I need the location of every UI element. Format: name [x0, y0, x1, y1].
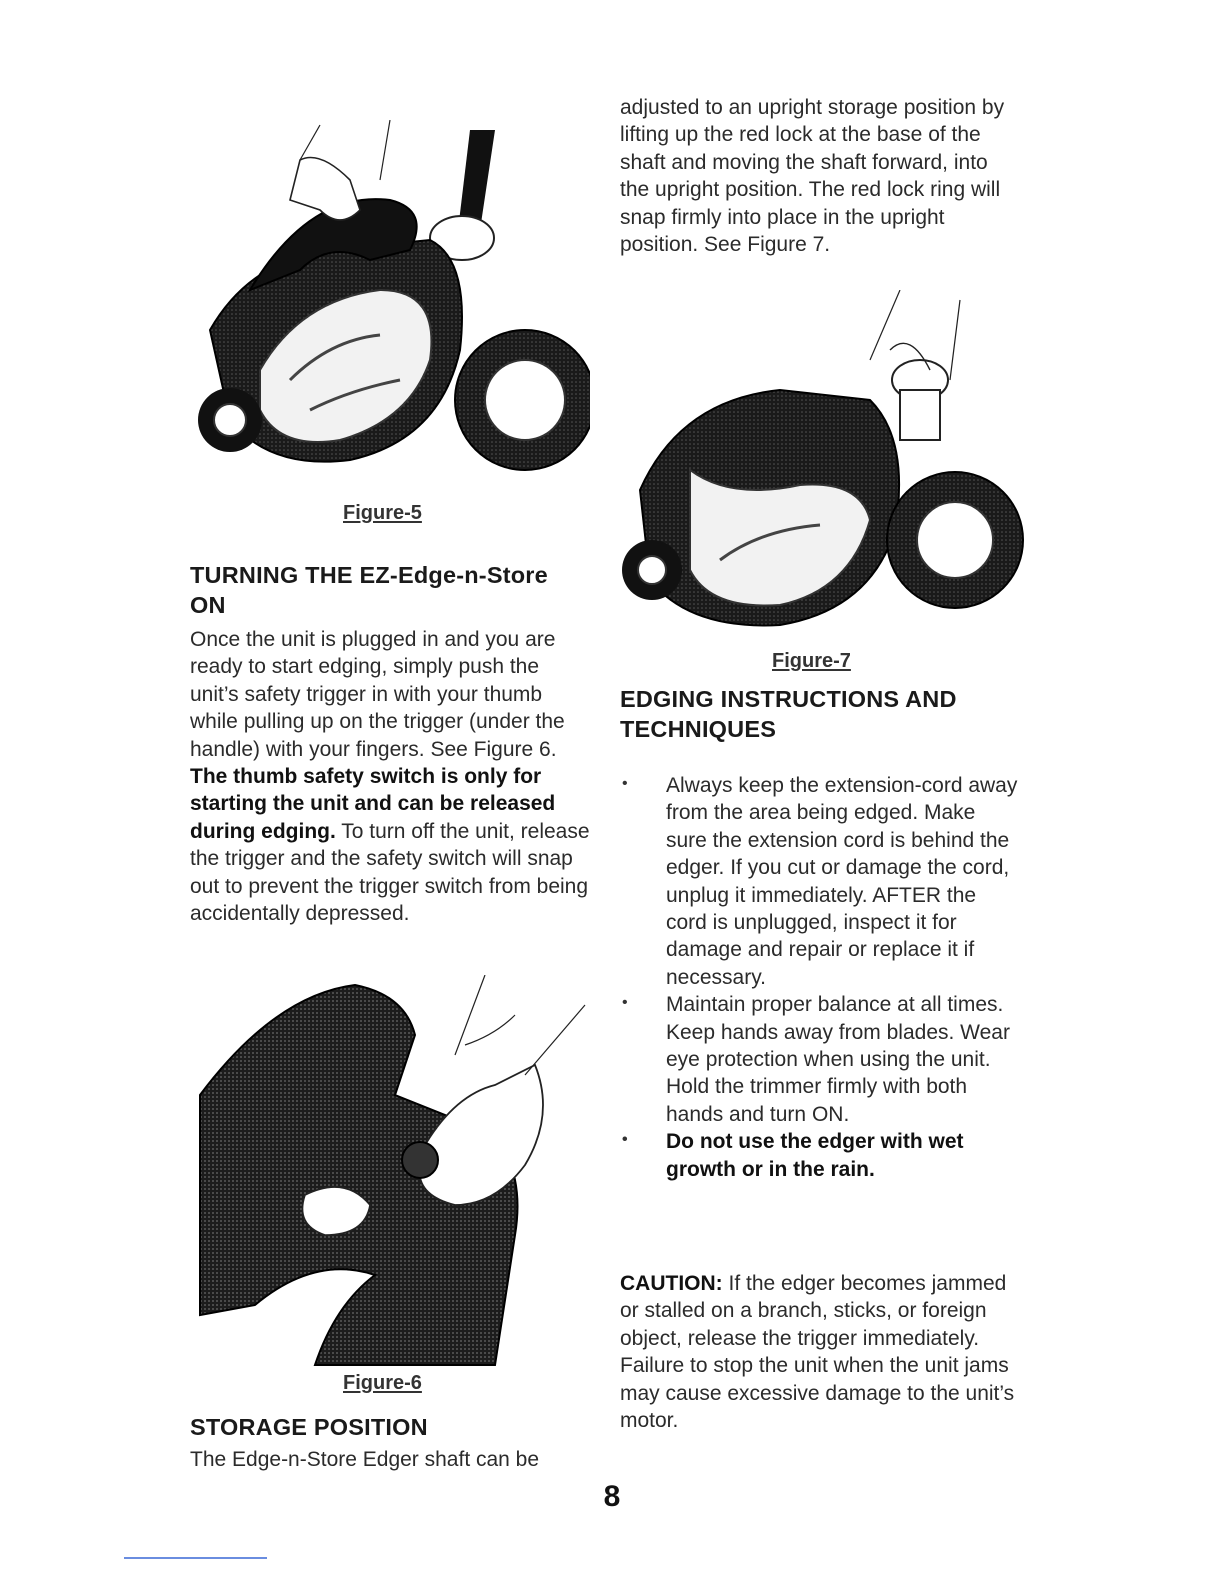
- turning-on-text-1: Once the unit is plugged in and you are ready to start edging, simply push the unit’s safety trigger in with your thumb while pulling up on the trigger (under the handle) with your fingers. See Figure 6.: [190, 628, 565, 761]
- figure-7-illustration: [620, 290, 1025, 640]
- figure-7-caption: Figure-7: [772, 650, 851, 672]
- caution-label: CAUTION:: [620, 1272, 723, 1295]
- turning-on-paragraph: [190, 626, 590, 927]
- figure-6-illustration: [195, 975, 590, 1370]
- figure-5-caption: Figure-5: [343, 502, 422, 524]
- bullet-item-cord: • Always keep the extension-cord away from the area being edged. Make sure the extension cord is behind the edger. If you cut or damage the cord, unplug it immediately. AFTER the cord is unplugged, inspect it for damage and repair or replace it if necessary.: [620, 772, 1020, 991]
- figure-6-caption: Figure-6: [343, 1372, 422, 1394]
- storage-paragraph: The Edge-n-Store Edger shaft can be: [190, 1448, 540, 1471]
- edging-heading: EDGING INSTRUCTIONS AND TECHNIQUES: [620, 686, 957, 742]
- caution-text: If the edger becomes jammed or stalled on a branch, sticks, or foreign object, release the trigger immediately. Failure to stop the unit when the unit jams may cause excessive damage to the unit’s motor.: [620, 1272, 1015, 1433]
- turning-on-text-2: To turn off the unit, release the trigger and the safety switch will snap out to prevent the trigger switch from being accidentally depressed.: [190, 819, 590, 926]
- footer-rule: [124, 1557, 267, 1559]
- turning-on-bold-text: The thumb safety switch is only for starting the unit and can be released during edging.: [190, 765, 556, 843]
- page-number: 8: [603, 1480, 621, 1513]
- caution-paragraph: [620, 1270, 1020, 1434]
- storage-continued-paragraph: adjusted to an upright storage position by lifting up the red lock at the base of the shaft and moving the shaft forward, into the upright position. The red lock ring will snap firmly into place in the upright position. See Figure 7.: [620, 96, 1005, 257]
- turning-on-heading: TURNING THE EZ-Edge-n-Store ON: [190, 562, 548, 618]
- bullet-item-balance: • Maintain proper balance at all times. Keep hands away from blades. Wear eye protection when using the unit. Hold the trimmer firmly with both hands and turn ON.: [620, 991, 1020, 1128]
- bullet-item-wet-growth: • Do not use the edger with wet growth or in the rain.: [620, 1128, 1020, 1183]
- figure-5-illustration: [190, 120, 590, 480]
- storage-heading: STORAGE POSITION: [190, 1414, 428, 1440]
- edging-bullet-list: [620, 772, 1020, 1183]
